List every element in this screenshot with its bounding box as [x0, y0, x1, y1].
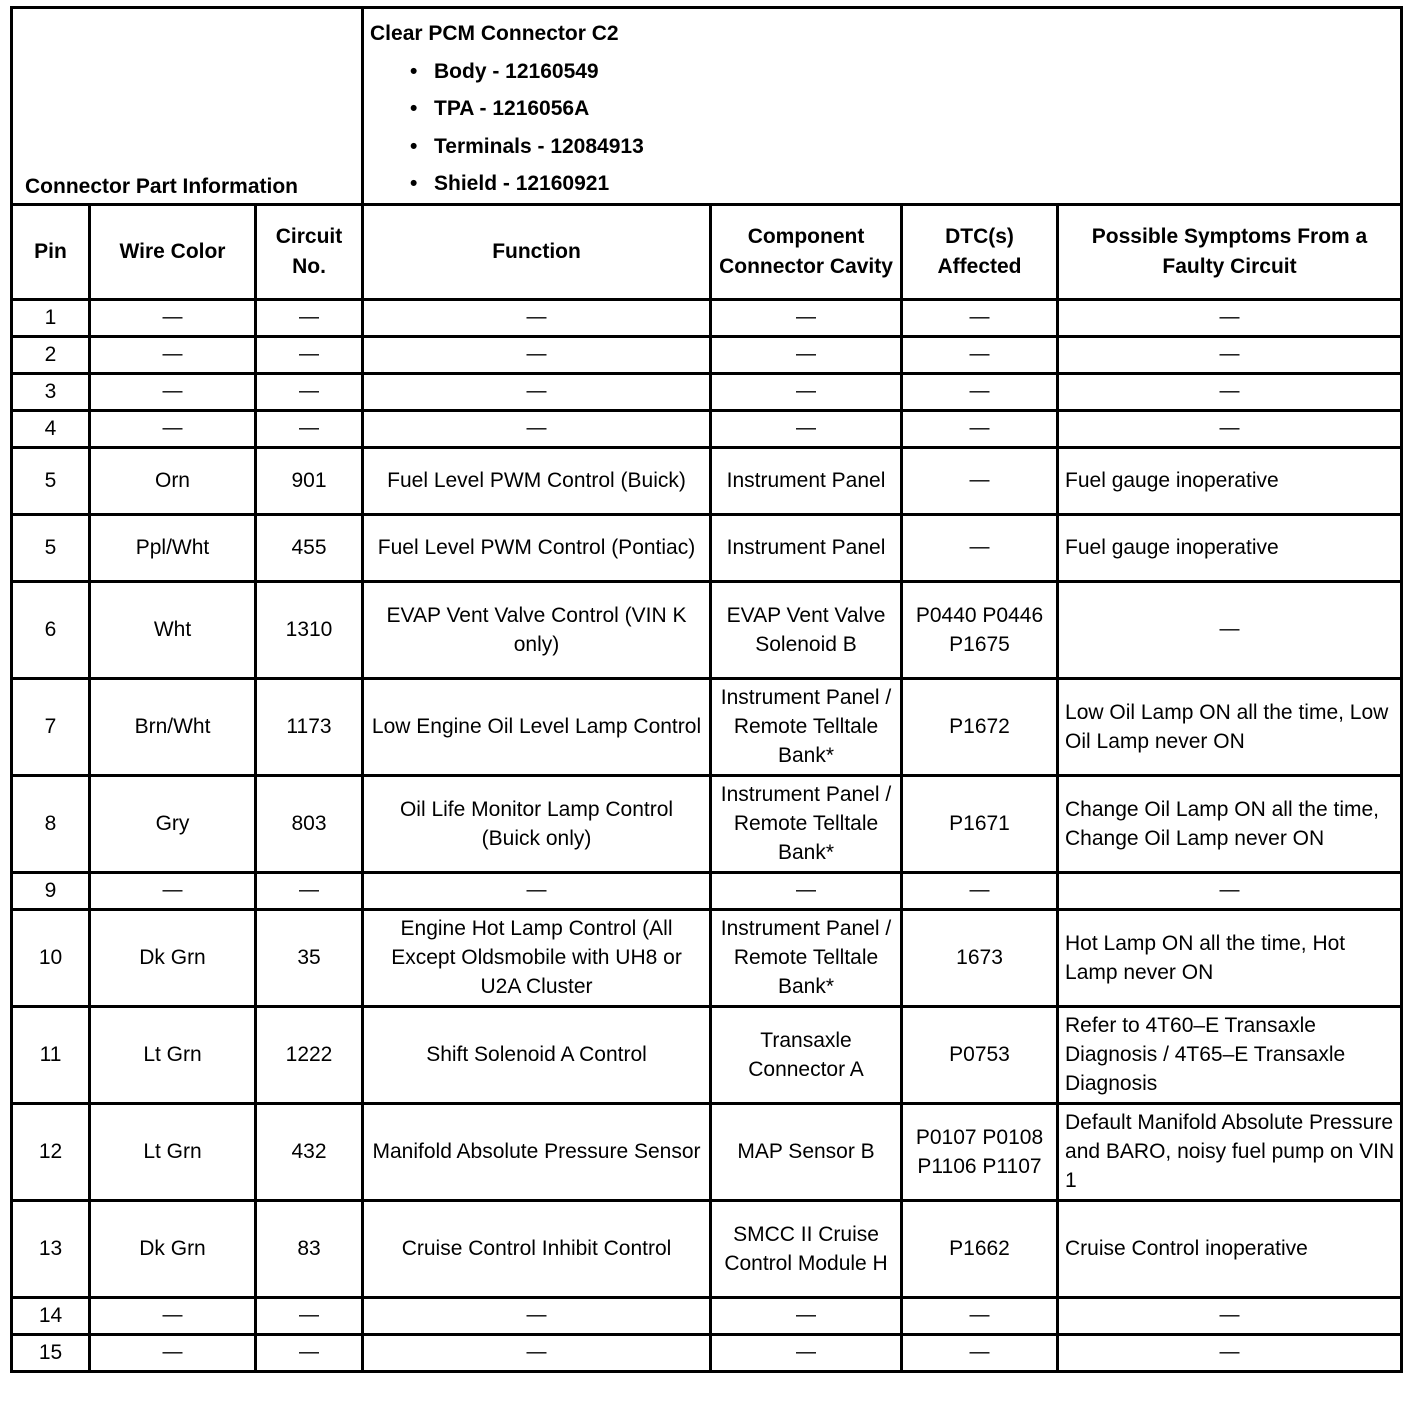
cell-symptoms: — — [1058, 336, 1402, 373]
cell-dtcs: P0753 — [902, 1006, 1058, 1103]
cell-function: — — [363, 872, 711, 909]
table-row — [12, 1334, 1402, 1371]
cell-dtcs: — — [902, 336, 1058, 373]
cell-circuit-no: 455 — [256, 514, 363, 581]
header-row — [12, 204, 1402, 299]
cell-component-cavity: — — [711, 299, 902, 336]
cell-function: Fuel Level PWM Control (Buick) — [363, 447, 711, 514]
col-header-circuit-no: Circuit No. — [256, 204, 363, 299]
connector-part-info-label: Connector Part Information — [12, 8, 363, 205]
cell-dtcs: — — [902, 872, 1058, 909]
cell-dtcs: P0107 P0108 P1106 P1107 — [902, 1103, 1058, 1200]
col-header-symptoms: Possible Symptoms From a Faulty Circuit — [1058, 204, 1402, 299]
cell-wire-color: Ppl/Wht — [90, 514, 256, 581]
connector-title: Clear PCM Connector C2 — [370, 22, 619, 45]
cell-component-cavity: Instrument Panel — [711, 447, 902, 514]
connector-table-container — [10, 6, 1400, 1373]
cell-function: — — [363, 373, 711, 410]
cell-symptoms: Cruise Control inoperative — [1058, 1200, 1402, 1297]
table-row — [12, 909, 1402, 1006]
cell-circuit-no: 1173 — [256, 678, 363, 775]
cell-function: EVAP Vent Valve Control (VIN K only) — [363, 581, 711, 678]
cell-wire-color: — — [90, 410, 256, 447]
part-terminals: • Terminals - 12084913 — [410, 128, 1394, 166]
cell-symptoms: — — [1058, 299, 1402, 336]
table-row — [12, 336, 1402, 373]
cell-function: — — [363, 299, 711, 336]
cell-pin: 5 — [12, 447, 90, 514]
cell-dtcs: P1662 — [902, 1200, 1058, 1297]
cell-pin: 12 — [12, 1103, 90, 1200]
cell-dtcs: P0440 P0446 P1675 — [902, 581, 1058, 678]
cell-function: Shift Solenoid A Control — [363, 1006, 711, 1103]
cell-circuit-no: — — [256, 299, 363, 336]
cell-wire-color: Wht — [90, 581, 256, 678]
cell-symptoms: — — [1058, 872, 1402, 909]
cell-component-cavity: — — [711, 336, 902, 373]
connector-info-row — [12, 8, 1402, 205]
cell-component-cavity: — — [711, 1297, 902, 1334]
cell-circuit-no: — — [256, 1334, 363, 1371]
cell-symptoms: — — [1058, 581, 1402, 678]
cell-function: Manifold Absolute Pressure Sensor — [363, 1103, 711, 1200]
cell-dtcs: — — [902, 299, 1058, 336]
cell-function: Fuel Level PWM Control (Pontiac) — [363, 514, 711, 581]
cell-circuit-no: 35 — [256, 909, 363, 1006]
part-shield: • Shield - 12160921 — [410, 165, 1394, 203]
cell-symptoms: Refer to 4T60–E Transaxle Diagnosis / 4T65–E Transaxle Diagnosis — [1058, 1006, 1402, 1103]
cell-pin: 8 — [12, 775, 90, 872]
table-row — [12, 775, 1402, 872]
cell-wire-color: — — [90, 336, 256, 373]
cell-dtcs: — — [902, 410, 1058, 447]
cell-component-cavity: Instrument Panel / Remote Telltale Bank* — [711, 775, 902, 872]
cell-function: Low Engine Oil Level Lamp Control — [363, 678, 711, 775]
cell-symptoms: Low Oil Lamp ON all the time, Low Oil Lamp never ON — [1058, 678, 1402, 775]
table-row — [12, 581, 1402, 678]
cell-pin: 4 — [12, 410, 90, 447]
cell-component-cavity: Instrument Panel — [711, 514, 902, 581]
cell-circuit-no: — — [256, 336, 363, 373]
table-row — [12, 872, 1402, 909]
table-row — [12, 678, 1402, 775]
cell-function: Engine Hot Lamp Control (All Except Oldsmobile with UH8 or U2A Cluster — [363, 909, 711, 1006]
cell-pin: 7 — [12, 678, 90, 775]
cell-circuit-no: — — [256, 872, 363, 909]
cell-component-cavity: MAP Sensor B — [711, 1103, 902, 1200]
cell-circuit-no: 83 — [256, 1200, 363, 1297]
cell-symptoms: Default Manifold Absolute Pressure and BARO, noisy fuel pump on VIN 1 — [1058, 1103, 1402, 1200]
cell-wire-color: Brn/Wht — [90, 678, 256, 775]
cell-component-cavity: Instrument Panel / Remote Telltale Bank* — [711, 678, 902, 775]
cell-circuit-no: 1310 — [256, 581, 363, 678]
cell-pin: 11 — [12, 1006, 90, 1103]
cell-function: Cruise Control Inhibit Control — [363, 1200, 711, 1297]
cell-component-cavity: — — [711, 1334, 902, 1371]
cell-pin: 1 — [12, 299, 90, 336]
connector-parts-list — [370, 53, 1394, 203]
cell-component-cavity: EVAP Vent Valve Solenoid B — [711, 581, 902, 678]
cell-circuit-no: 803 — [256, 775, 363, 872]
table-row — [12, 514, 1402, 581]
part-body: • Body - 12160549 — [410, 53, 1394, 91]
cell-component-cavity: Instrument Panel / Remote Telltale Bank* — [711, 909, 902, 1006]
cell-pin: 15 — [12, 1334, 90, 1371]
cell-pin: 5 — [12, 514, 90, 581]
cell-component-cavity: Transaxle Connector A — [711, 1006, 902, 1103]
cell-function: — — [363, 1297, 711, 1334]
cell-wire-color: Gry — [90, 775, 256, 872]
cell-circuit-no: 432 — [256, 1103, 363, 1200]
cell-pin: 14 — [12, 1297, 90, 1334]
cell-wire-color: — — [90, 872, 256, 909]
cell-symptoms: — — [1058, 1297, 1402, 1334]
cell-wire-color: — — [90, 1297, 256, 1334]
cell-dtcs: — — [902, 1334, 1058, 1371]
cell-pin: 2 — [12, 336, 90, 373]
cell-symptoms: Fuel gauge inoperative — [1058, 514, 1402, 581]
col-header-wire-color: Wire Color — [90, 204, 256, 299]
cell-symptoms: Hot Lamp ON all the time, Hot Lamp never ON — [1058, 909, 1402, 1006]
cell-dtcs: — — [902, 514, 1058, 581]
cell-wire-color: Lt Grn — [90, 1006, 256, 1103]
cell-component-cavity: SMCC II Cruise Control Module H — [711, 1200, 902, 1297]
col-header-pin: Pin — [12, 204, 90, 299]
cell-dtcs: P1672 — [902, 678, 1058, 775]
cell-pin: 13 — [12, 1200, 90, 1297]
cell-component-cavity: — — [711, 410, 902, 447]
cell-symptoms: — — [1058, 1334, 1402, 1371]
cell-circuit-no: 1222 — [256, 1006, 363, 1103]
connector-part-info — [363, 8, 1402, 205]
col-header-component-cavity: Component Connector Cavity — [711, 204, 902, 299]
cell-wire-color: — — [90, 373, 256, 410]
col-header-dtcs: DTC(s) Affected — [902, 204, 1058, 299]
cell-circuit-no: — — [256, 373, 363, 410]
cell-function: — — [363, 410, 711, 447]
cell-wire-color: Orn — [90, 447, 256, 514]
cell-wire-color: Dk Grn — [90, 1200, 256, 1297]
cell-circuit-no: 901 — [256, 447, 363, 514]
cell-function: — — [363, 1334, 711, 1371]
cell-function: Oil Life Monitor Lamp Control (Buick only) — [363, 775, 711, 872]
part-tpa: • TPA - 1216056A — [410, 90, 1394, 128]
cell-symptoms: Change Oil Lamp ON all the time, Change Oil Lamp never ON — [1058, 775, 1402, 872]
cell-wire-color: — — [90, 1334, 256, 1371]
cell-wire-color: Lt Grn — [90, 1103, 256, 1200]
col-header-function: Function — [363, 204, 711, 299]
table-row — [12, 1297, 1402, 1334]
cell-dtcs: — — [902, 447, 1058, 514]
cell-symptoms: — — [1058, 373, 1402, 410]
cell-circuit-no: — — [256, 410, 363, 447]
cell-pin: 10 — [12, 909, 90, 1006]
cell-symptoms: — — [1058, 410, 1402, 447]
table-row — [12, 1103, 1402, 1200]
cell-dtcs: 1673 — [902, 909, 1058, 1006]
cell-component-cavity: — — [711, 373, 902, 410]
cell-pin: 3 — [12, 373, 90, 410]
table-row — [12, 1006, 1402, 1103]
cell-component-cavity: — — [711, 872, 902, 909]
cell-pin: 6 — [12, 581, 90, 678]
table-row — [12, 1200, 1402, 1297]
table-row — [12, 373, 1402, 410]
table-row — [12, 447, 1402, 514]
cell-dtcs: P1671 — [902, 775, 1058, 872]
cell-pin: 9 — [12, 872, 90, 909]
cell-dtcs: — — [902, 373, 1058, 410]
cell-wire-color: — — [90, 299, 256, 336]
cell-dtcs: — — [902, 1297, 1058, 1334]
cell-circuit-no: — — [256, 1297, 363, 1334]
table-row — [12, 299, 1402, 336]
cell-wire-color: Dk Grn — [90, 909, 256, 1006]
cell-function: — — [363, 336, 711, 373]
pcm-connector-c2-table — [10, 6, 1403, 1373]
cell-symptoms: Fuel gauge inoperative — [1058, 447, 1402, 514]
table-row — [12, 410, 1402, 447]
